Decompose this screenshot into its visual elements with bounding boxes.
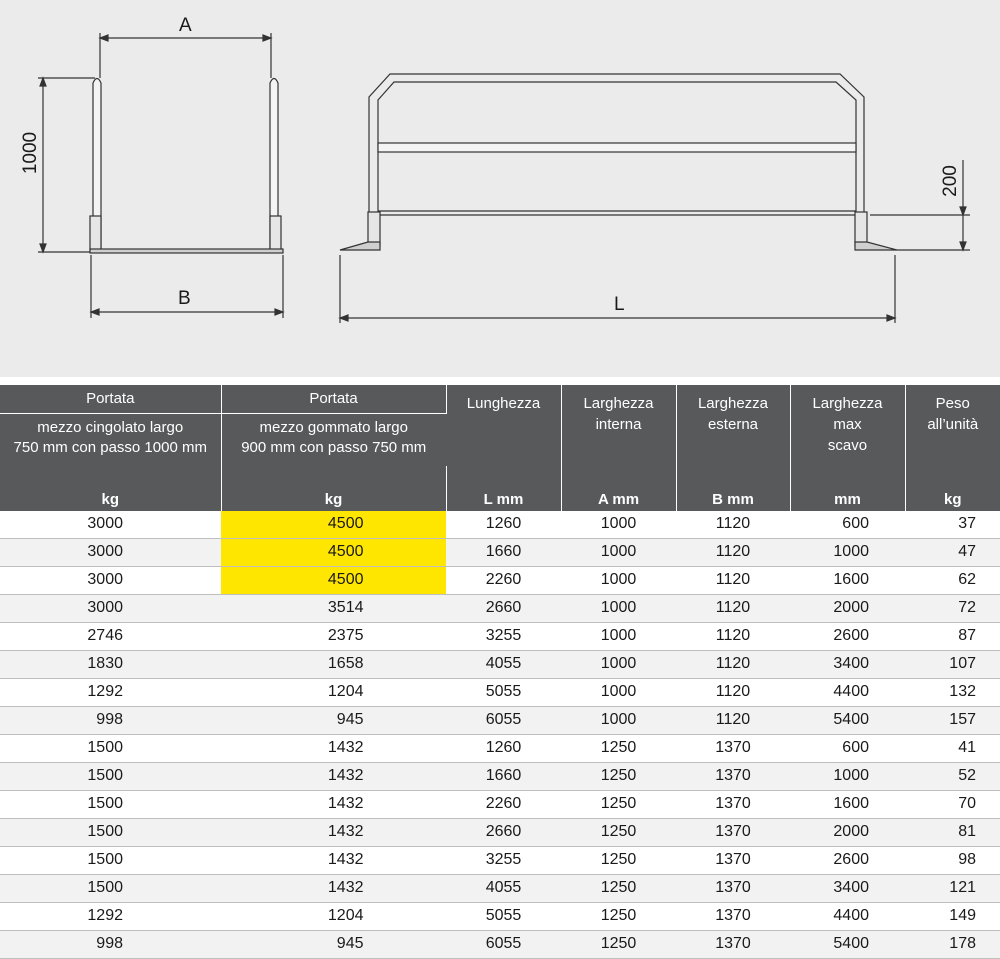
- table-cell: 600: [790, 511, 905, 539]
- technical-drawing: [0, 0, 1000, 377]
- table-cell: 1000: [561, 650, 676, 678]
- table-cell: 1432: [221, 818, 446, 846]
- unit-cell: kg: [905, 466, 1000, 511]
- header-lunghezza: Lunghezza: [446, 385, 561, 466]
- table-cell: 1250: [561, 902, 676, 930]
- table-cell: 2600: [790, 846, 905, 874]
- table-cell: 4055: [446, 874, 561, 902]
- table-cell: 3255: [446, 846, 561, 874]
- table-cell: 1000: [561, 538, 676, 566]
- table-cell: 1432: [221, 762, 446, 790]
- table-cell: 47: [905, 538, 1000, 566]
- unit-cell: mm: [790, 466, 905, 511]
- table-cell: 1370: [676, 846, 790, 874]
- table-cell: 178: [905, 930, 1000, 958]
- table-cell: 600: [790, 734, 905, 762]
- table-cell: 1250: [561, 790, 676, 818]
- table-cell: 1250: [561, 930, 676, 958]
- table-cell: 1260: [446, 734, 561, 762]
- table-cell: 52: [905, 762, 1000, 790]
- table-cell: 1204: [221, 902, 446, 930]
- table-cell: 5400: [790, 706, 905, 734]
- table-cell: 149: [905, 902, 1000, 930]
- table-cell: 4500: [221, 511, 446, 539]
- table-cell: 1370: [676, 818, 790, 846]
- table-row: [0, 566, 1000, 594]
- table-cell: 1370: [676, 762, 790, 790]
- table-row: [0, 706, 1000, 734]
- table-row: [0, 538, 1000, 566]
- header-portata-gommato: Portata: [221, 385, 446, 414]
- table-cell: 998: [0, 706, 221, 734]
- table-row: [0, 818, 1000, 846]
- table-cell: 1432: [221, 874, 446, 902]
- table-row: [0, 594, 1000, 622]
- table-cell: 98: [905, 846, 1000, 874]
- table-cell: 1204: [221, 678, 446, 706]
- header-peso: Peso all’unità: [905, 385, 1000, 466]
- unit-cell: L mm: [446, 466, 561, 511]
- dimension-200-label: 200: [940, 165, 961, 197]
- table-cell: 3000: [0, 538, 221, 566]
- table-cell: 1000: [561, 566, 676, 594]
- table-row: [0, 650, 1000, 678]
- table-cell: 1432: [221, 846, 446, 874]
- table-cell: 1000: [561, 706, 676, 734]
- table-cell: 157: [905, 706, 1000, 734]
- table-cell: 5400: [790, 930, 905, 958]
- table-cell: 121: [905, 874, 1000, 902]
- table-header: [0, 385, 1000, 511]
- table-cell: 72: [905, 594, 1000, 622]
- table-cell: 1370: [676, 734, 790, 762]
- table-cell: 1250: [561, 762, 676, 790]
- unit-cell: kg: [0, 466, 221, 511]
- table-cell: 5055: [446, 678, 561, 706]
- table-cell: 4500: [221, 566, 446, 594]
- table-cell: 81: [905, 818, 1000, 846]
- table-cell: 3000: [0, 511, 221, 539]
- table-cell: 3000: [0, 594, 221, 622]
- table-cell: 1658: [221, 650, 446, 678]
- table-cell: 1250: [561, 734, 676, 762]
- table-row: [0, 678, 1000, 706]
- table-cell: 1120: [676, 622, 790, 650]
- table-cell: 1120: [676, 566, 790, 594]
- table-cell: 1120: [676, 650, 790, 678]
- table-cell: 1500: [0, 846, 221, 874]
- table-cell: 87: [905, 622, 1000, 650]
- table-cell: 5055: [446, 902, 561, 930]
- table-cell: 4055: [446, 650, 561, 678]
- table-cell: 4400: [790, 678, 905, 706]
- table-row: [0, 930, 1000, 958]
- table-row: [0, 734, 1000, 762]
- table-cell: 3400: [790, 874, 905, 902]
- table-cell: 1000: [561, 594, 676, 622]
- table-cell: 2375: [221, 622, 446, 650]
- header-portata-cingolato: Portata: [0, 385, 221, 414]
- table-cell: 1000: [561, 511, 676, 539]
- table-cell: 1000: [790, 762, 905, 790]
- unit-cell: B mm: [676, 466, 790, 511]
- side-view: [38, 33, 283, 318]
- table-cell: 62: [905, 566, 1000, 594]
- table-cell: 6055: [446, 706, 561, 734]
- table-cell: 1120: [676, 678, 790, 706]
- table-cell: 2000: [790, 818, 905, 846]
- drawing-svg: [0, 0, 1000, 377]
- table-cell: 1120: [676, 538, 790, 566]
- table-cell: 1370: [676, 790, 790, 818]
- table-cell: 1000: [790, 538, 905, 566]
- table-cell: 70: [905, 790, 1000, 818]
- table-row: [0, 762, 1000, 790]
- table-cell: 1600: [790, 566, 905, 594]
- header-cingolato-desc: mezzo cingolato largo 750 mm con passo 1000 mm: [0, 414, 221, 466]
- table-cell: 2746: [0, 622, 221, 650]
- spec-table: [0, 385, 1000, 959]
- table-cell: 1250: [561, 818, 676, 846]
- table-cell: 1000: [561, 622, 676, 650]
- table-cell: 1120: [676, 594, 790, 622]
- table-cell: 1370: [676, 902, 790, 930]
- table-cell: 2260: [446, 566, 561, 594]
- front-view: [340, 74, 970, 323]
- table-cell: 6055: [446, 930, 561, 958]
- table-cell: 1250: [561, 846, 676, 874]
- table-cell: 4400: [790, 902, 905, 930]
- table-cell: 1432: [221, 790, 446, 818]
- table-row: [0, 511, 1000, 539]
- table-cell: 945: [221, 930, 446, 958]
- table-row: [0, 874, 1000, 902]
- table-cell: 1500: [0, 790, 221, 818]
- table-cell: 1660: [446, 538, 561, 566]
- table-cell: 3255: [446, 622, 561, 650]
- table-cell: 1260: [446, 511, 561, 539]
- table-body: [0, 511, 1000, 959]
- table-row: [0, 902, 1000, 930]
- table-cell: 998: [0, 930, 221, 958]
- header-larghezza-max-scavo: Larghezza max scavo: [790, 385, 905, 466]
- dimension-height-label: 1000: [20, 131, 41, 175]
- table-cell: 2660: [446, 594, 561, 622]
- table-cell: 41: [905, 734, 1000, 762]
- table-cell: 1292: [0, 902, 221, 930]
- table-cell: 37: [905, 511, 1000, 539]
- table-cell: 2260: [446, 790, 561, 818]
- table-cell: 1292: [0, 678, 221, 706]
- table-row: [0, 846, 1000, 874]
- dimension-a-label: A: [179, 15, 192, 36]
- table-cell: 1370: [676, 874, 790, 902]
- table-cell: 1432: [221, 734, 446, 762]
- table-cell: 4500: [221, 538, 446, 566]
- table-cell: 1500: [0, 762, 221, 790]
- table-cell: 3514: [221, 594, 446, 622]
- table-cell: 1000: [561, 678, 676, 706]
- dimension-l-label: L: [614, 294, 625, 315]
- header-larghezza-esterna: Larghezza esterna: [676, 385, 790, 466]
- table-cell: 1830: [0, 650, 221, 678]
- unit-cell: A mm: [561, 466, 676, 511]
- table-cell: 1500: [0, 874, 221, 902]
- table-cell: 2660: [446, 818, 561, 846]
- table-cell: 3400: [790, 650, 905, 678]
- table-cell: 1250: [561, 874, 676, 902]
- table-cell: 3000: [0, 566, 221, 594]
- table-cell: 132: [905, 678, 1000, 706]
- table-row: [0, 790, 1000, 818]
- unit-cell: kg: [221, 466, 446, 511]
- table-cell: 1120: [676, 511, 790, 539]
- table-cell: 1660: [446, 762, 561, 790]
- header-larghezza-interna: Larghezza interna: [561, 385, 676, 466]
- table-cell: 1500: [0, 734, 221, 762]
- dimension-b-label: B: [178, 288, 191, 309]
- table-cell: 1500: [0, 818, 221, 846]
- table-cell: 1120: [676, 706, 790, 734]
- table-cell: 107: [905, 650, 1000, 678]
- table-cell: 1600: [790, 790, 905, 818]
- table-cell: 1370: [676, 930, 790, 958]
- table-cell: 2600: [790, 622, 905, 650]
- table-cell: 2000: [790, 594, 905, 622]
- table-row: [0, 622, 1000, 650]
- table-cell: 945: [221, 706, 446, 734]
- header-gommato-desc: mezzo gommato largo 900 mm con passo 750 mm: [221, 414, 446, 466]
